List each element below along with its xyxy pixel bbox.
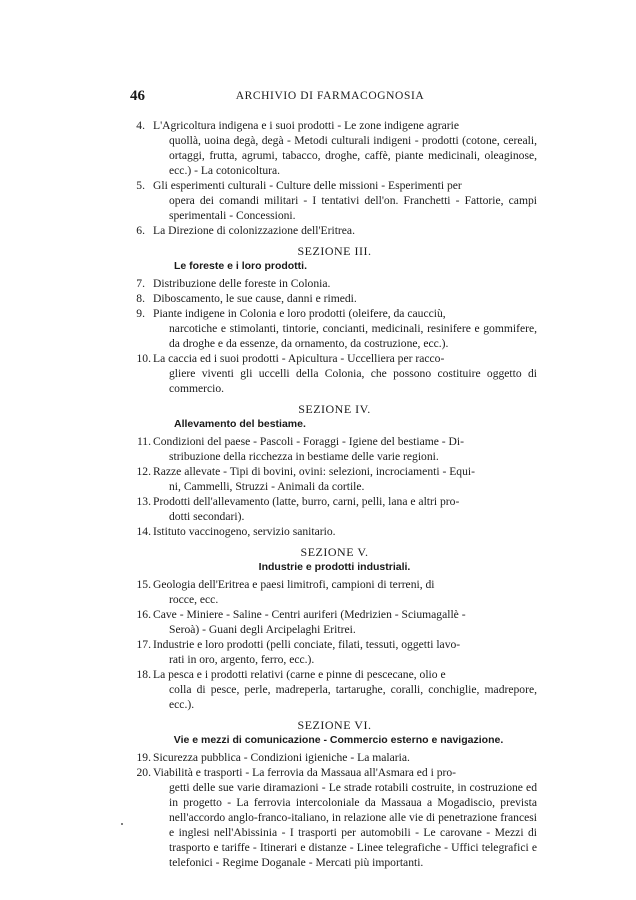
section-heading-4: SEZIONE IV. — [298, 402, 371, 416]
item-continuation: opera dei comandi militari - I tentativi dell'on. Franchetti - Fattorie, campi sperimentali - Concessioni. — [169, 194, 537, 222]
item-continuation: getti delle sue varie diramazioni - Le strade rotabili costruite, in costruzione ed in progetto - La ferrovia intercoloniale da Massaua a Mogadiscio, prevista nell'accordo anglo-franco-italiano, in relazione alle vie di penetrazione francesi e inglesi nell'Abissinia - I trasporti per automobili - Le carovane - Mezzi di trasporto e tariffe - Itinerari e distanze - Linee telegrafiche - Uffici telegrafici e telefonici - Regime Doganale - Mercati più importanti. — [169, 781, 537, 869]
margin-speck — [121, 823, 123, 825]
item-first-line: Piante indigene in Colonia e loro prodotti (oleifere, da caucciù, — [153, 307, 446, 320]
item-number: 5. — [136, 179, 145, 192]
item-continuation: dotti secondari). — [169, 510, 245, 523]
item-number: 13. — [136, 495, 151, 508]
page-number: 46 — [130, 88, 145, 104]
item-continuation: colla di pesce, perle, madreperla, tartarughe, coralli, conchiglie, madrepore, ecc.). — [169, 683, 537, 711]
list-item-8 — [132, 291, 537, 306]
item-first-line: La Direzione di colonizzazione dell'Eritrea. — [153, 224, 355, 237]
item-first-line: L'Agricoltura indigena e i suoi prodotti - Le zone indigene agrarie — [153, 119, 459, 132]
item-number: 15. — [136, 578, 151, 591]
item-number: 20. — [136, 766, 151, 779]
list-item-9 — [132, 306, 537, 351]
item-first-line: Gli esperimenti culturali - Culture delle missioni - Esperimenti per — [153, 179, 462, 192]
item-continuation: narcotiche e stimolanti, tintorie, concianti, medicinali, resinifere e gommifere, da droghe e da essenze, da ornamento, da costruzione, ecc.). — [169, 322, 537, 350]
item-number: 19. — [136, 751, 151, 764]
item-first-line: Cave - Miniere - Saline - Centri auriferi (Medrizien - Sciumagallè - — [153, 608, 466, 621]
list-item-7 — [132, 276, 537, 291]
item-first-line: Istituto vaccinogeno, servizio sanitario. — [153, 525, 336, 538]
item-first-line: La caccia ed i suoi prodotti - Apicultura - Uccelliera per racco- — [153, 352, 445, 365]
section-heading-3: SEZIONE III. — [297, 244, 372, 258]
item-continuation: Seroà) - Guani degli Arcipelaghi Eritrei. — [169, 623, 356, 636]
item-first-line: Sicurezza pubblica - Condizioni igieniche - La malaria. — [153, 751, 410, 764]
item-continuation: stribuzione della ricchezza in bestiame delle varie regioni. — [169, 450, 439, 463]
item-number: 6. — [136, 224, 145, 237]
section-subtitle-5: Industrie e prodotti industriali. — [258, 561, 411, 573]
section-heading-5: SEZIONE V. — [300, 545, 369, 559]
list-item-4 — [132, 118, 537, 178]
item-number: 16. — [136, 608, 151, 621]
list-item-19 — [132, 750, 537, 765]
item-number: 8. — [136, 292, 145, 305]
section-subtitle-6: Vie e mezzi di comunicazione - Commercio esterno e navigazione. — [173, 734, 504, 746]
list-item-15 — [132, 577, 537, 607]
list-item-20 — [132, 765, 537, 870]
list-item-11 — [132, 434, 537, 464]
item-first-line: Condizioni del paese - Pascoli - Foraggi - Igiene del bestiame - Di- — [153, 435, 465, 448]
item-continuation: rocce, ecc. — [169, 593, 219, 606]
page-body — [132, 118, 537, 870]
item-first-line: Viabilità e trasporti - La ferrovia da Massaua all'Asmara ed i pro- — [153, 766, 457, 779]
list-item-17 — [132, 637, 537, 667]
list-item-10 — [132, 351, 537, 396]
item-number: 11. — [136, 435, 151, 448]
item-continuation: quollà, uoina degà, degà - Metodi culturali indigeni - prodotti (cotone, cereali, ortaggi, frutta, agrumi, tabacco, droghe, caffè, piante medicinali, oleaginose, ecc.) - La cotonicoltura. — [169, 134, 537, 177]
list-item-16 — [132, 607, 537, 637]
section-subtitle-3: Le foreste e i loro prodotti. — [174, 260, 308, 272]
item-number: 10. — [136, 352, 151, 365]
item-first-line: Industrie e loro prodotti (pelli conciate, filati, tessuti, oggetti lavo- — [153, 638, 461, 651]
item-first-line: Razze allevate - Tipi di bovini, ovini: selezioni, incrociamenti - Equi- — [153, 465, 475, 478]
item-number: 18. — [136, 668, 151, 681]
item-first-line: Geologia dell'Eritrea e paesi limitrofi, campioni di terreni, di — [153, 578, 435, 591]
item-first-line: Distribuzione delle foreste in Colonia. — [153, 277, 331, 290]
running-title: ARCHIVIO DI FARMACOGNOSIA — [235, 90, 425, 102]
list-item-6 — [132, 223, 537, 238]
item-continuation: rati in oro, argento, ferro, ecc.). — [169, 653, 315, 666]
item-continuation: gliere viventi gli uccelli della Colonia, che possono costituire oggetto di commercio. — [169, 367, 537, 395]
item-number: 9. — [136, 307, 145, 320]
running-head — [130, 88, 530, 106]
section-heading-6: SEZIONE VI. — [297, 718, 372, 732]
item-number: 12. — [136, 465, 151, 478]
item-first-line: Prodotti dell'allevamento (latte, burro, carni, pelli, lana e altri pro- — [153, 495, 460, 508]
list-item-5 — [132, 178, 537, 223]
item-first-line: La pesca e i prodotti relativi (carne e pinne di pescecane, olio e — [153, 668, 446, 681]
item-number: 14. — [136, 525, 151, 538]
item-first-line: Diboscamento, le sue cause, danni e rimedi. — [153, 292, 357, 305]
list-item-12 — [132, 464, 537, 494]
item-continuation: ni, Cammelli, Struzzi - Animali da cortile. — [169, 480, 365, 493]
list-item-13 — [132, 494, 537, 524]
section-subtitle-4: Allevamento del bestiame. — [174, 418, 306, 430]
item-number: 17. — [136, 638, 151, 651]
item-number: 4. — [136, 119, 145, 132]
list-item-14 — [132, 524, 537, 539]
item-number: 7. — [136, 277, 145, 290]
list-item-18 — [132, 667, 537, 712]
